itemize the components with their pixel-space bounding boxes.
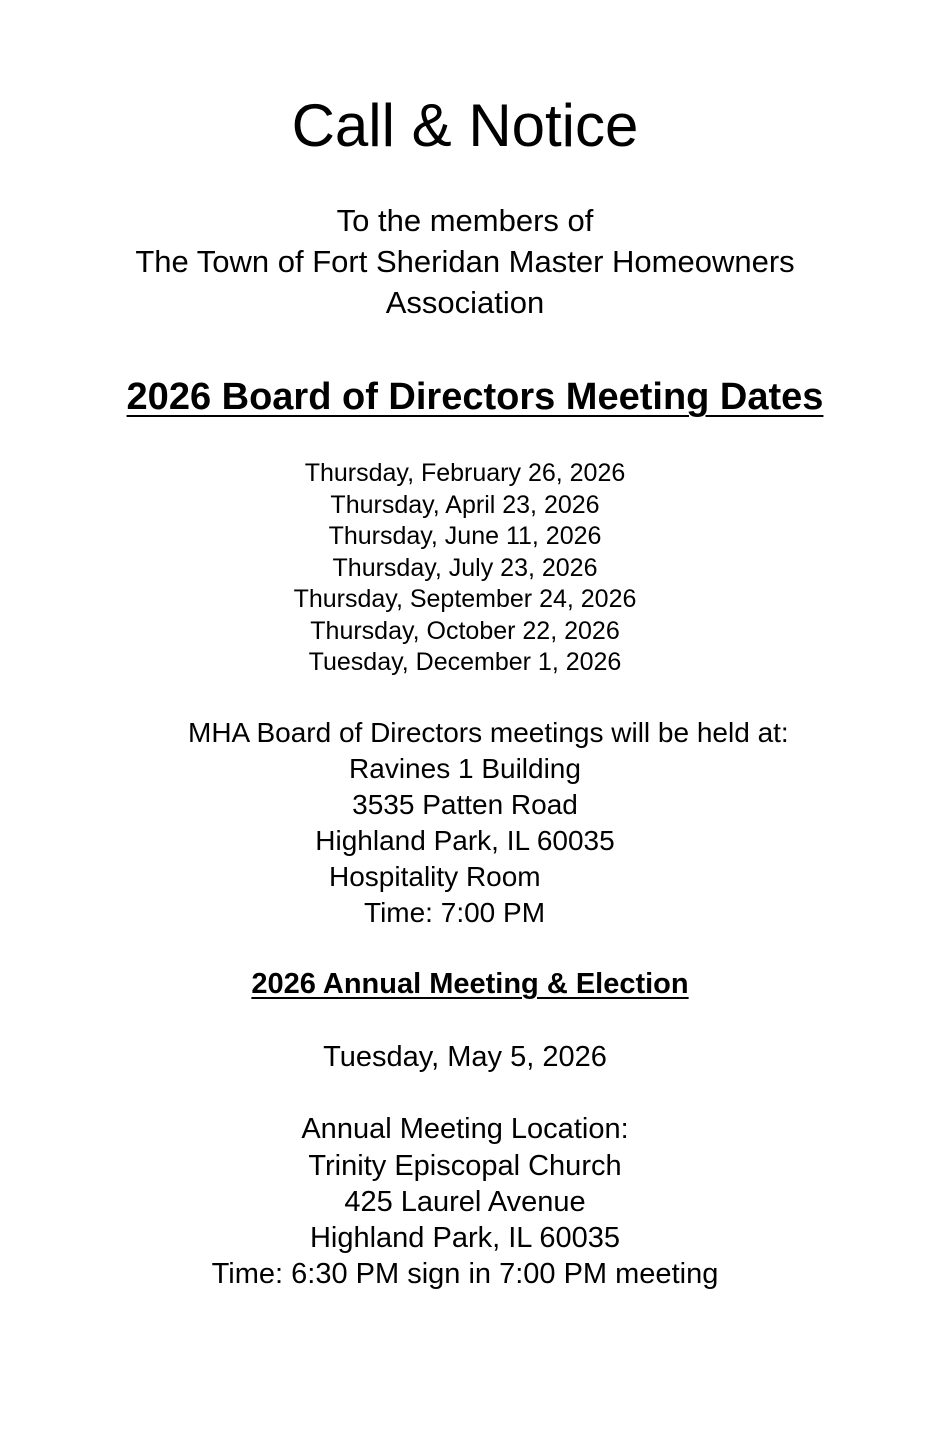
meeting-date: Thursday, July 23, 2026 [332,554,598,582]
location-city: Highland Park, IL 60035 [315,825,615,856]
intro-line-1: To the members of [336,203,594,238]
location-street: 3535 Patten Road [352,789,578,820]
meeting-time: Time: 7:00 PM [364,897,546,928]
location-intro: MHA Board of Directors meetings will be held at: [188,717,789,748]
meeting-date: Thursday, October 22, 2026 [310,617,620,645]
annual-time: Time: 6:30 PM sign in 7:00 PM meeting [211,1258,719,1290]
meeting-date: Thursday, April 23, 2026 [330,491,600,519]
board-meetings-heading: 2026 Board of Directors Meeting Dates [126,376,824,418]
meeting-date: Thursday, September 24, 2026 [293,585,637,613]
annual-location-label: Annual Meeting Location: [301,1113,629,1145]
location-building: Ravines 1 Building [349,753,581,784]
annual-meeting-heading: 2026 Annual Meeting & Election [251,968,689,1000]
intro-line-2: The Town of Fort Sheridan Master Homeowners [135,244,795,279]
meeting-date: Thursday, February 26, 2026 [304,459,626,487]
annual-venue: Trinity Episcopal Church [308,1150,622,1182]
annual-meeting-date: Tuesday, May 5, 2026 [323,1041,607,1073]
annual-city: Highland Park, IL 60035 [309,1222,621,1254]
location-room: Hospitality Room [329,861,541,892]
intro-line-3: Association [385,285,545,320]
meeting-date: Thursday, June 11, 2026 [328,522,602,550]
page-title: Call & Notice [291,92,639,159]
annual-street: 425 Laurel Avenue [344,1186,586,1218]
meeting-date: Tuesday, December 1, 2026 [308,648,622,676]
